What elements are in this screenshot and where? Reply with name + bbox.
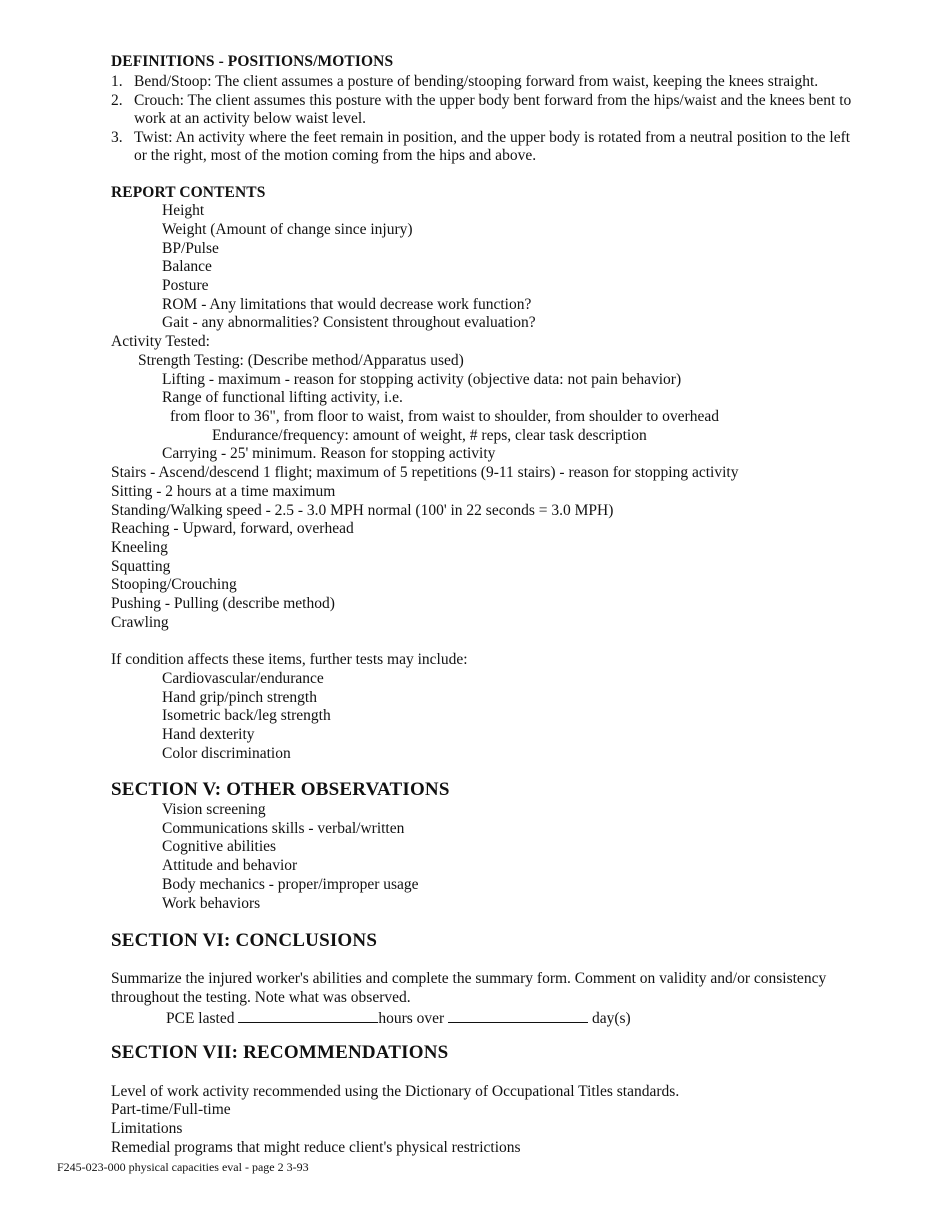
lifting-item: Lifting - maximum - reason for stopping activity (objective data: not pain behavior) (162, 371, 682, 388)
observation-item: Attitude and behavior (162, 857, 298, 874)
section-vi-heading: SECTION VI: CONCLUSIONS (111, 930, 378, 951)
days-label: day(s) (591, 1010, 631, 1027)
activity-item: Standing/Walking speed - 2.5 - 3.0 MPH normal (100' in 22 seconds = 3.0 MPH) (111, 502, 614, 519)
recommendation-item: Level of work activity recommended using the Dictionary of Occupational Titles standards. (111, 1083, 680, 1100)
report-item: Balance (162, 258, 212, 275)
definition-number: 1. (111, 73, 123, 90)
activity-item: Reaching - Upward, forward, overhead (111, 520, 354, 537)
further-test-item: Isometric back/leg strength (162, 707, 331, 724)
further-test-item: Hand dexterity (162, 726, 255, 743)
activity-item: Crawling (111, 614, 169, 631)
activity-item: Stooping/Crouching (111, 576, 237, 593)
hours-blank-field[interactable] (238, 1008, 378, 1023)
activity-item: Squatting (111, 558, 171, 575)
days-blank-field[interactable] (448, 1008, 588, 1023)
observation-item: Vision screening (162, 801, 266, 818)
report-item: Weight (Amount of change since injury) (162, 221, 413, 238)
observation-item: Body mechanics - proper/improper usage (162, 876, 419, 893)
report-contents-heading: REPORT CONTENTS (111, 184, 266, 201)
activity-item: Stairs - Ascend/descend 1 flight; maximum of 5 repetitions (9-11 stairs) - reason for stopping activity (111, 464, 739, 481)
range-item: Range of functional lifting activity, i.e. (162, 389, 403, 406)
definition-text: Bend/Stoop: The client assumes a posture of bending/stooping forward from waist, keeping the knees straight. (134, 73, 819, 90)
activity-item: Pushing - Pulling (describe method) (111, 595, 335, 612)
definition-text: work at an activity below waist level. (134, 110, 367, 127)
definition-text: or the right, most of the motion coming from the hips and above. (134, 147, 537, 164)
further-tests-intro: If condition affects these items, further tests may include: (111, 651, 468, 668)
definition-number: 3. (111, 129, 123, 146)
observation-item: Work behaviors (162, 895, 261, 912)
range-detail: from floor to 36", from floor to waist, from waist to shoulder, from shoulder to overhead (170, 408, 719, 425)
strength-testing: Strength Testing: (Describe method/Apparatus used) (138, 352, 464, 369)
further-test-item: Hand grip/pinch strength (162, 689, 317, 706)
recommendation-item: Part-time/Full-time (111, 1101, 231, 1118)
observation-item: Cognitive abilities (162, 838, 277, 855)
activity-tested-label: Activity Tested: (111, 333, 210, 350)
report-item: Posture (162, 277, 209, 294)
activity-item: Sitting - 2 hours at a time maximum (111, 483, 336, 500)
definition-text: Crouch: The client assumes this posture with the upper body bent forward from the hips/waist and the knees bent to (134, 92, 852, 109)
section-vii-heading: SECTION VII: RECOMMENDATIONS (111, 1042, 449, 1063)
pce-lasted-label: PCE lasted (166, 1010, 235, 1027)
activity-item: Kneeling (111, 539, 168, 556)
pce-duration-row (166, 1008, 631, 1028)
further-test-item: Cardiovascular/endurance (162, 670, 324, 687)
definition-number: 2. (111, 92, 123, 109)
definition-text: Twist: An activity where the feet remain in position, and the upper body is rotated from a neutral position to the left (134, 129, 851, 146)
recommendation-item: Remedial programs that might reduce client's physical restrictions (111, 1139, 521, 1156)
report-item: Height (162, 202, 205, 219)
conclusions-text: throughout the testing. Note what was observed. (111, 989, 411, 1006)
recommendation-item: Limitations (111, 1120, 183, 1137)
hours-over-label: hours over (378, 1010, 445, 1027)
carrying-item: Carrying - 25' minimum. Reason for stopping activity (162, 445, 496, 462)
definitions-heading: DEFINITIONS - POSITIONS/MOTIONS (111, 53, 394, 70)
page-footer: F245-023-000 physical capacities eval - page 2 3-93 (57, 1160, 309, 1174)
report-item: ROM - Any limitations that would decrease work function? (162, 296, 532, 313)
section-v-heading: SECTION V: OTHER OBSERVATIONS (111, 779, 450, 800)
endurance-item: Endurance/frequency: amount of weight, # reps, clear task description (212, 427, 647, 444)
conclusions-text: Summarize the injured worker's abilities and complete the summary form. Comment on validity and/or consistency (111, 970, 827, 987)
observation-item: Communications skills - verbal/written (162, 820, 405, 837)
report-item: BP/Pulse (162, 240, 219, 257)
further-test-item: Color discrimination (162, 745, 291, 762)
report-item: Gait - any abnormalities? Consistent throughout evaluation? (162, 314, 536, 331)
